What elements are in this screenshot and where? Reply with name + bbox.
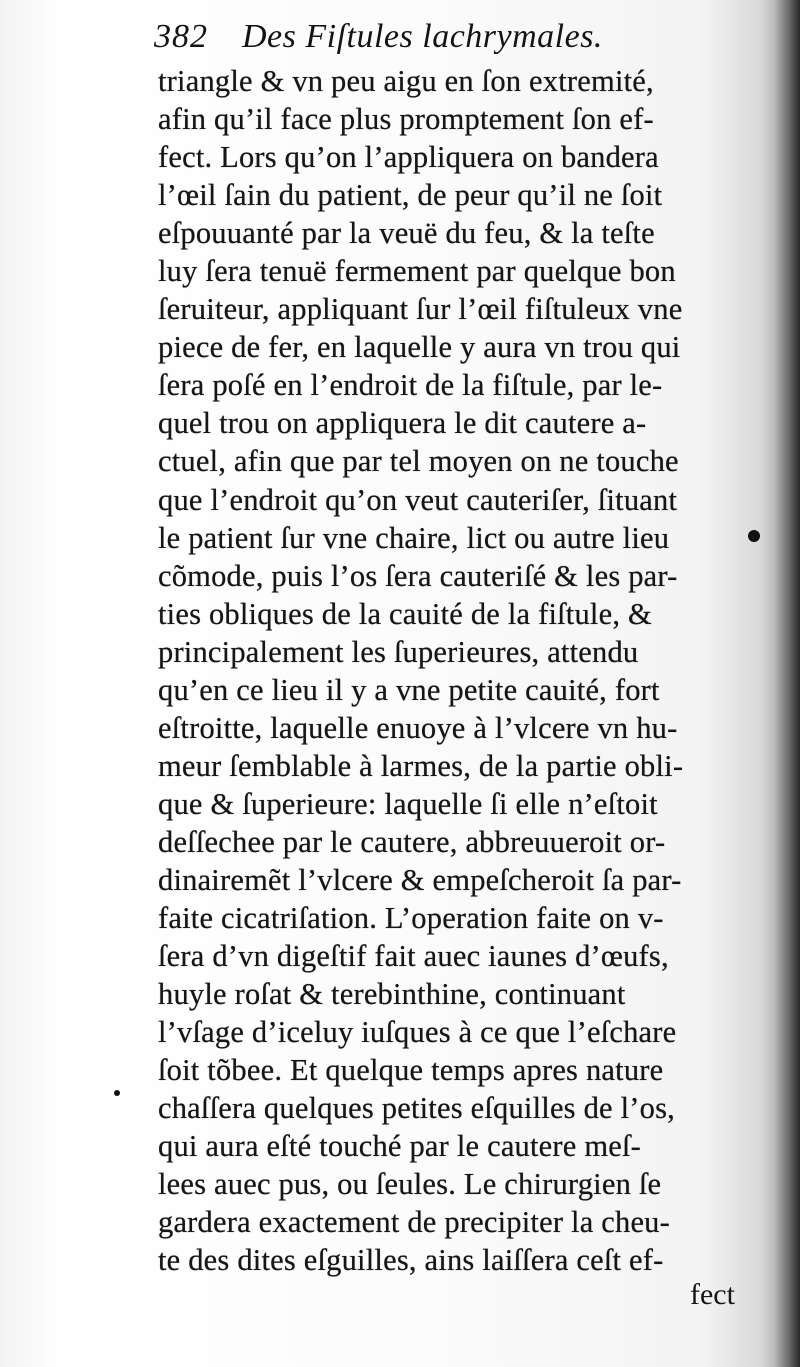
text-line: chaſſera quelques petites eſquilles de l’os, bbox=[158, 1091, 675, 1126]
text-line: fect. Lors qu’on l’appliquera on bandera bbox=[158, 140, 659, 175]
text-line: deſſechee par le cautere, abbreuueroit or- bbox=[158, 824, 666, 859]
text-line: eſtroitte, laquelle enuoye à l’vlcere vn hu- bbox=[158, 710, 678, 745]
text-line: ſoit tõbee. Et quelque temps apres nature bbox=[158, 1053, 664, 1088]
text-line: ties obliques de la cauité de la fiſtule, & bbox=[158, 596, 652, 631]
text-line: que & ſuperieure: laquelle ſi elle n’eſtoit bbox=[158, 786, 658, 821]
text-line: lees auec pus, ou ſeules. Le chirurgien ſe bbox=[158, 1167, 662, 1202]
text-line: ctuel, afin que par tel moyen on ne touche bbox=[158, 444, 679, 479]
text-line: l’vſage d’iceluy iuſques à ce que l’eſchare bbox=[158, 1015, 677, 1050]
text-line: meur ſemblable à larmes, de la partie obli- bbox=[158, 748, 684, 783]
text-line: principalement les ſuperieures, attendu bbox=[158, 634, 639, 669]
text-line: eſpouuanté par la veuë du feu, & la teſte bbox=[158, 216, 655, 251]
text-line: gardera exactement de precipiter la cheu- bbox=[158, 1205, 670, 1240]
page-number: 382 bbox=[154, 18, 208, 55]
text-line: afin qu’il face plus promptement ſon ef- bbox=[158, 102, 654, 137]
text-line: quel trou on appliquera le dit cautere a- bbox=[158, 406, 647, 441]
page-edge-shadow bbox=[774, 0, 800, 1367]
text-line: dinairemẽt l’vlcere & empeſcheroit ſa par- bbox=[158, 862, 682, 897]
text-line: qu’en ce lieu il y a vne petite cauité, fort bbox=[158, 672, 660, 707]
text-line: luy ſera tenuë fermement par quelque bon bbox=[158, 254, 676, 289]
text-line: le patient ſur vne chaire, lict ou autre lieu bbox=[158, 520, 670, 555]
text-line: faite cicatriſation. L’operation faite on v- bbox=[158, 901, 664, 936]
running-title: Des Fiſtules lachrymales. bbox=[242, 18, 603, 55]
text-line: te des dites eſguilles, ains laiſſera ceſt ef- bbox=[158, 1243, 664, 1278]
text-line: triangle & vn peu aigu en ſon extremité, bbox=[158, 64, 654, 98]
text-line: ſera d’vn digeſtif fait auec iaunes d’œufs, bbox=[158, 939, 669, 974]
catchword: fect bbox=[690, 1278, 735, 1311]
text-line: piece de fer, en laquelle y aura vn trou qui bbox=[158, 330, 681, 365]
body-text bbox=[158, 62, 750, 1280]
page-header bbox=[154, 18, 674, 68]
text-line: l’œil ſain du patient, de peur qu’il ne ſoit bbox=[158, 178, 663, 213]
text-line: ſeruiteur, appliquant ſur l’œil fiſtuleux vne bbox=[158, 292, 683, 327]
ink-spot bbox=[748, 530, 760, 542]
text-line: cõmode, puis l’os ſera cauteriſé & les par- bbox=[158, 558, 678, 593]
text-line: que l’endroit qu’on veut cauteriſer, ſituant bbox=[158, 482, 678, 517]
text-line: qui aura eſté touché par le cautere meſ- bbox=[158, 1129, 642, 1164]
ink-spot bbox=[114, 1090, 120, 1096]
text-line: ſera poſé en l’endroit de la fiſtule, par le- bbox=[158, 368, 663, 403]
text-line: huyle roſat & terebinthine, continuant bbox=[158, 977, 626, 1012]
